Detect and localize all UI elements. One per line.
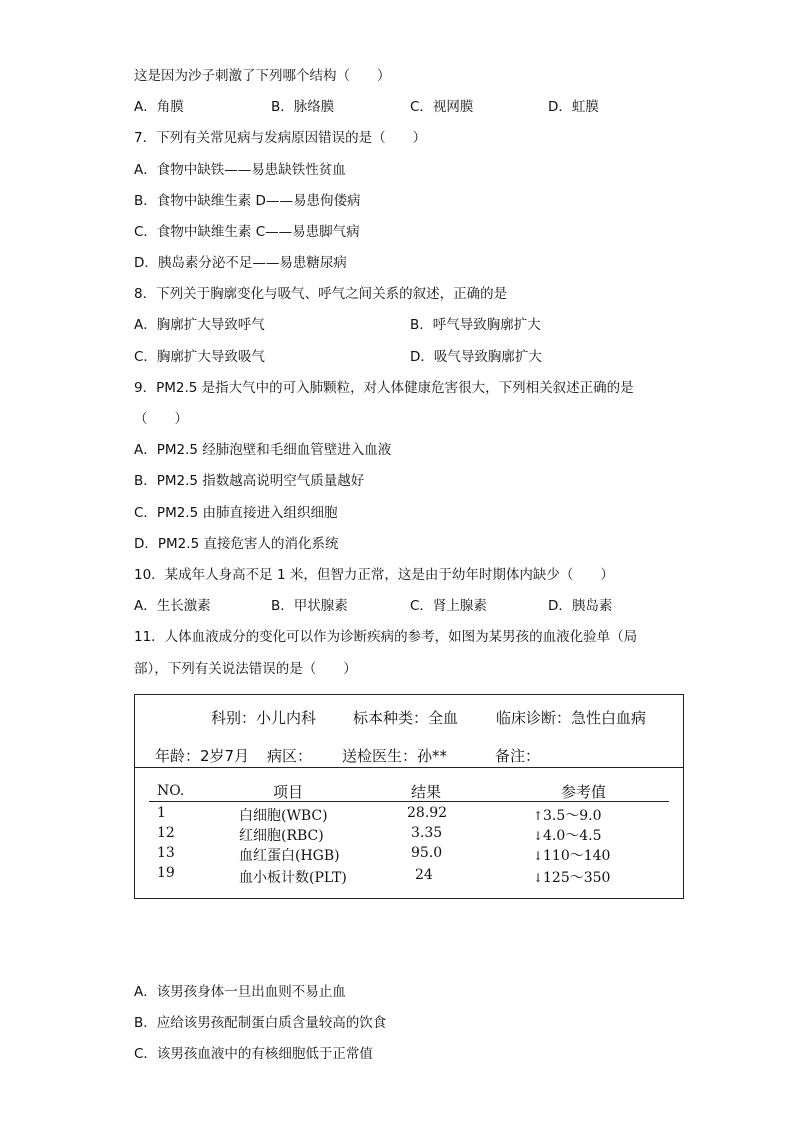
q11-option-b: B．应给该男孩配制蛋白质含量较高的饮食 [134,1015,387,1031]
q11-stem: 11．人体血液成分的变化可以作为诊断疾病的参考，如图为某男孩的血液化验单（局 [134,629,638,645]
report-dept: 科别：小儿内科 [211,709,317,727]
report-note: 备注： [495,747,541,765]
report-divider [135,767,683,768]
q9-option-c: C．PM2.5 由肺直接进入组织细胞 [134,505,338,521]
header-no: NO. [157,783,185,799]
q10-option-b: B．甲状腺素 [271,598,348,614]
arrow-up-icon: ↑ [533,809,544,823]
blood-test-report [134,694,684,899]
q9-option-d: D．PM2.5 直接危害人的消化系统 [134,536,339,552]
arrow-down-icon: ↓ [533,829,544,843]
q10-option-d: D．胰岛素 [548,598,613,614]
q8-stem: 8．下列关于胸廓变化与吸气、呼气之间关系的叙述，正确的是 [134,286,508,302]
q7-stem: 7．下列有关常见病与发病原因错误的是（ ） [134,130,427,146]
q11-stem-cont: 部），下列有关说法错误的是（ ） [134,661,357,677]
q10-option-a: A．生长激素 [134,598,211,614]
q7-option-a: A．食物中缺铁——易患缺铁性贫血 [134,162,346,178]
arrow-down-icon: ↓ [533,849,544,863]
header-item: 项目 [273,783,304,801]
report-diagnosis: 临床诊断：急性白血病 [496,709,647,727]
q10-option-c: C．肾上腺素 [410,598,487,614]
report-ward: 病区： [267,747,313,765]
q10-stem: 10．某成年人身高不足 1 米，但智力正常，这是由于幼年时期体内缺少（ ） [134,567,614,583]
row-ref: ↑3.5～9.0 [533,808,602,824]
q8-option-d: D．吸气导致胸廓扩大 [410,349,542,365]
q8-option-b: B．呼气导致胸廓扩大 [410,317,541,333]
q8-option-c: C．胸廓扩大导致吸气 [134,349,265,365]
header-result: 结果 [411,783,442,801]
report-doctor: 送检医生：孙** [342,747,448,765]
q11-option-c: C．该男孩血液中的有核细胞低于正常值 [134,1046,373,1062]
q7-option-c: C．食物中缺维生素 C——易患脚气病 [134,224,360,240]
q6-stem: 这是因为沙子刺激了下列哪个结构（ ） [134,68,391,84]
row-item: 白细胞(WBC) [239,808,328,824]
q11-option-a: A．该男孩身体一旦出血则不易止血 [134,984,346,1000]
q9-option-b: B．PM2.5 指数越高说明空气质量越好 [134,473,365,489]
q7-option-d: D．胰岛素分泌不足——易患糖尿病 [134,255,347,271]
q6-option-d: D．虹膜 [548,99,599,115]
report-header-divider [149,801,669,802]
row-result: 28.92 [407,805,448,821]
row-result: 95.0 [411,845,443,861]
row-item: 血小板计数(PLT) [239,870,347,886]
q6-option-c: C．视网膜 [410,99,474,115]
q9-stem: 9．PM2.5 是指大气中的可入肺颗粒，对人体健康危害很大，下列相关叙述正确的是 [134,380,634,396]
q7-option-b: B．食物中缺维生素 D——易患佝偻病 [134,193,361,209]
row-ref: ↓125～350 [533,870,611,886]
q6-option-a: A．角膜 [134,99,184,115]
row-no: 13 [157,845,175,861]
row-item: 红细胞(RBC) [239,828,324,844]
q8-option-a: A．胸廓扩大导致呼气 [134,317,265,333]
arrow-down-icon: ↓ [533,871,544,885]
report-age: 年龄：2岁7月 [155,747,250,765]
row-result: 3.35 [411,825,443,841]
q9-stem-cont: （ ） [134,411,188,427]
row-result: 24 [415,867,433,883]
row-ref: ↓110～140 [533,848,611,864]
header-ref: 参考值 [561,783,607,801]
row-item: 血红蛋白(HGB) [239,848,340,864]
row-ref: ↓4.0～4.5 [533,828,602,844]
q6-option-b: B．脉络膜 [271,99,335,115]
row-no: 1 [157,805,166,821]
row-no: 19 [157,865,175,881]
row-no: 12 [157,825,175,841]
q9-option-a: A．PM2.5 经肺泡壁和毛细血管壁进入血液 [134,442,392,458]
report-sample-type: 标本种类：全血 [353,709,459,727]
